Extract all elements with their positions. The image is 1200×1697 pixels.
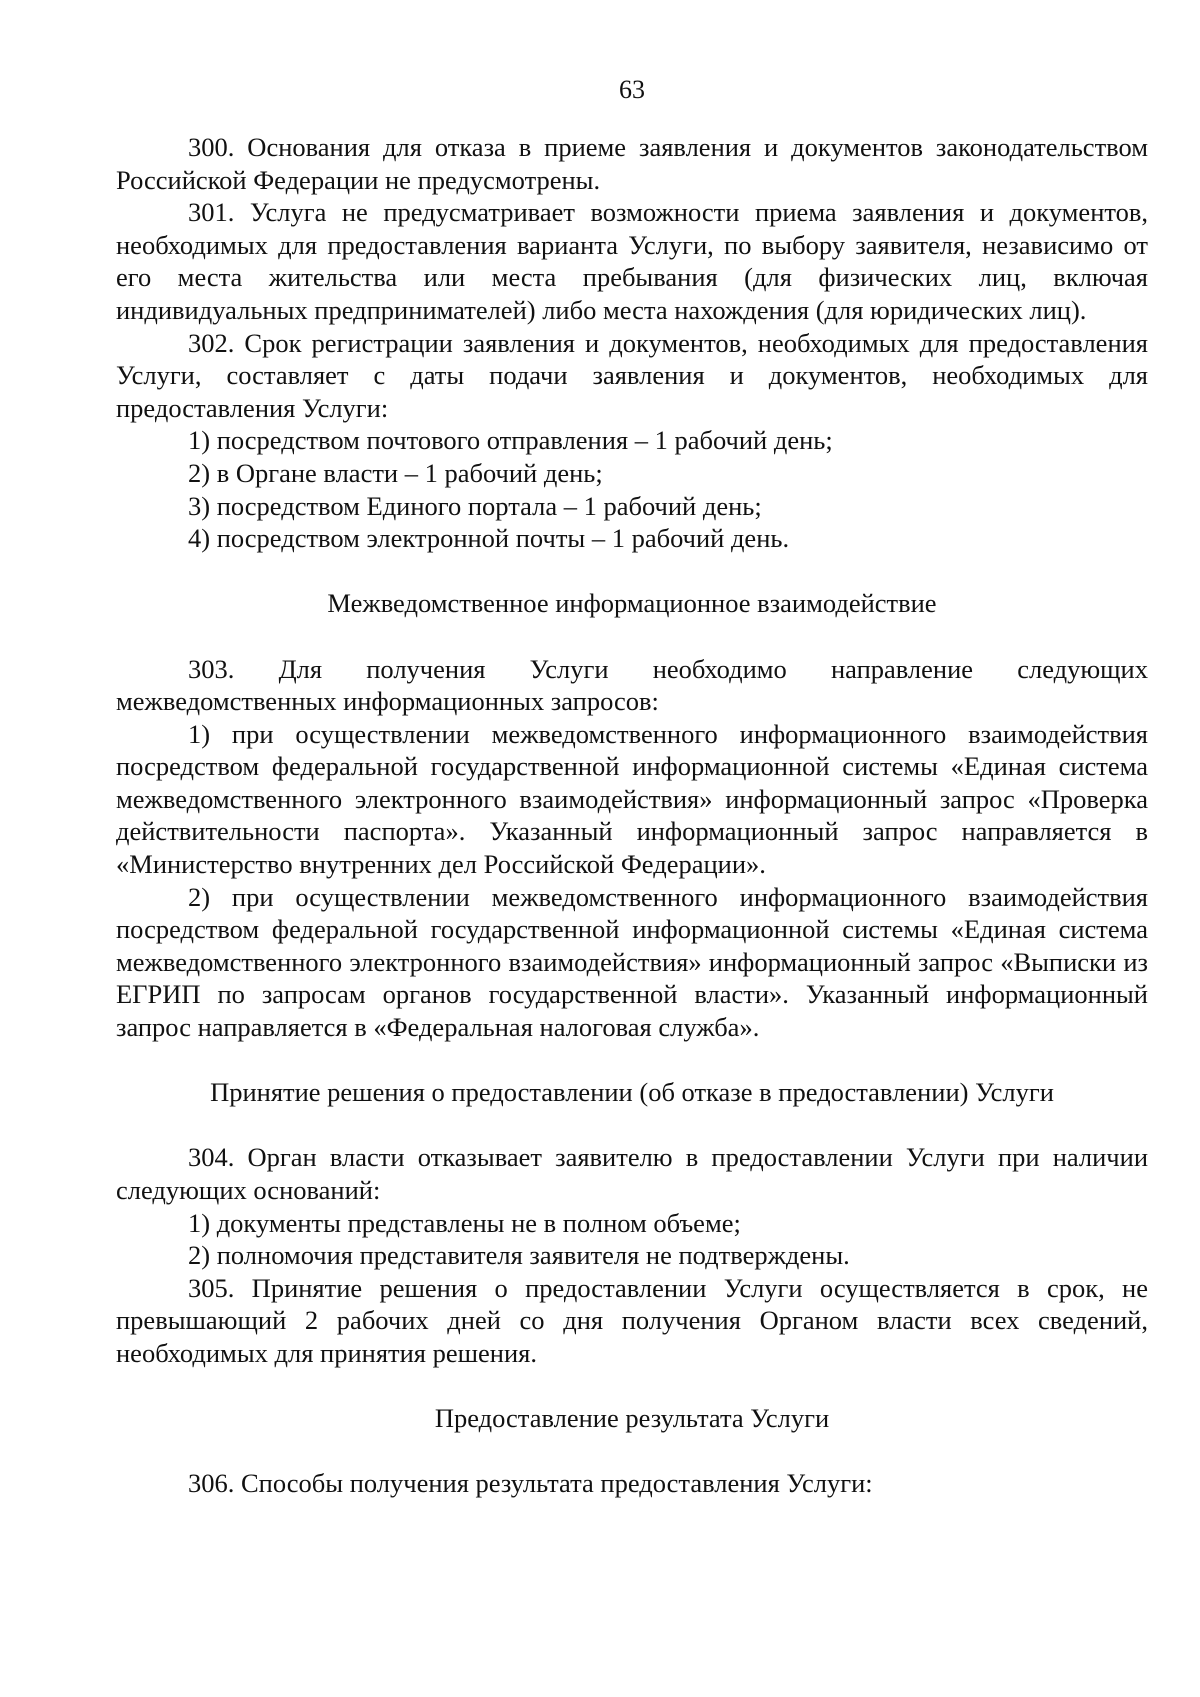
paragraph-305: 305. Принятие решения о предоставлении Услуги осуществляется в срок, не превышающий 2 рабочих дней со дня получения Органом власти всех сведений, необходимых для принятия решения. — [116, 1272, 1148, 1368]
list-item-302-4: 4) посредством электронной почты – 1 рабочий день. — [188, 523, 790, 554]
list-item-302-3: 3) посредством Единого портала – 1 рабочий день; — [188, 490, 762, 521]
section-heading-interagency: Межведомственное информационное взаимодействие — [327, 588, 937, 619]
paragraph-304: 304. Орган власти отказывает заявителю в предоставлении Услуги при наличии следующих оснований: — [116, 1142, 1148, 1205]
section-heading-result: Предоставление результата Услуги — [434, 1403, 830, 1434]
document-body — [116, 131, 1148, 1500]
list-item-303-2: 2) при осуществлении межведомственного информационного взаимодействия посредством федеральной государственной информационной системы «Единая система межведомственного электронного взаимодействия» информационный запрос «Выписки из ЕГРИП по запросам органов государственной власти». Указанный информационный запрос направляется в «Федеральная налоговая служба». — [116, 881, 1148, 1043]
list-item-302-1: 1) посредством почтового отправления – 1 рабочий день; — [188, 425, 833, 456]
list-item-302-2: 2) в Органе власти – 1 рабочий день; — [188, 457, 603, 488]
paragraph-301: 301. Услуга не предусматривает возможности приема заявления и документов, необходимых для предоставления варианта Услуги, по выбору заявителя, независимо от его места жительства или места пребывания (для физических лиц, включая индивидуальных предпринимателей) либо места нахождения (для юридических лиц). — [116, 197, 1148, 325]
paragraph-300: 300. Основания для отказа в приеме заявления и документов законодательством Российской Федерации не предусмотрены. — [116, 132, 1148, 195]
list-item-304-2: 2) полномочия представителя заявителя не подтверждены. — [188, 1240, 850, 1271]
list-item-304-1: 1) документы представлены не в полном объеме; — [188, 1207, 741, 1238]
paragraph-306: 306. Способы получения результата предоставления Услуги: — [188, 1468, 873, 1499]
paragraph-302: 302. Срок регистрации заявления и документов, необходимых для предоставления Услуги, составляет с даты подачи заявления и документов, необходимых для предоставления Услуги: — [116, 327, 1148, 423]
page-number: 63 — [619, 75, 645, 104]
paragraph-303: 303. Для получения Услуги необходимо направление следующих межведомственных информационных запросов: — [116, 653, 1148, 717]
section-heading-decision: Принятие решения о предоставлении (об отказе в предоставлении) Услуги — [210, 1077, 1054, 1108]
list-item-303-1: 1) при осуществлении межведомственного информационного взаимодействия посредством федеральной государственной информационной системы «Единая система межведомственного электронного взаимодействия» информационный запрос «Проверка действительности паспорта». Указанный информационный запрос направляется в «Министерство внутренних дел Российской Федерации». — [116, 718, 1148, 880]
